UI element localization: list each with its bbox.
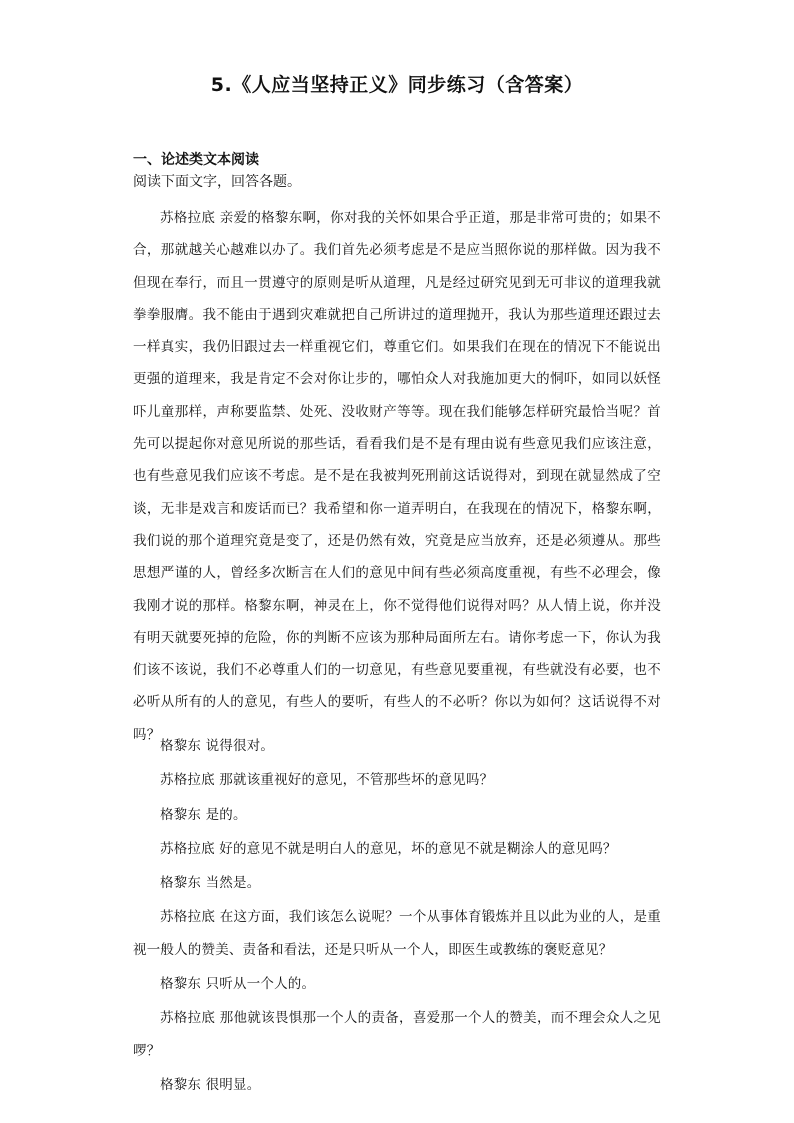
document-title: 5.《人应当坚持正义》同步练习（含答案） <box>210 74 584 96</box>
passage-paragraph: 苏格拉底 亲爱的格黎东啊，你对我的关怀如果合乎正道，那是非常可贵的；如果不合，那就越关心越难以办了。我们首先必须考虑是不是应当照你说的那样做。因为我不但现在奉行，而且一贯遵守的原则是听从道理，凡是经过研究见到无可非议的道理我就拳拳服膺。我不能由于遇到灾难就把自己所讲过的道理抛开，我认为那些道理还跟过去一样真实，我仍旧跟过去一样重视它们，尊重它们。如果我们在现在的情况下不能说出更强的道理来，我是肯定不会对你让步的，哪怕众人对我施加更大的恫吓，如同以妖怪吓儿童那样，声称要监禁、处死、没收财产等等。现在我们能够怎样研究最恰当呢？首先可以提起你对意见所说的那些话，看看我们是不是有理由说有些意见我们应该注意，也有些意见我们应该不考虑。是不是在我被判死刑前这话说得对，到现在就显然成了空谈，无非是戏言和废话而已？我希望和你一道弄明白，在我现在的情况下，格黎东啊，我们说的那个道理究竟是变了，还是仍然有效，究竟是应当放弃，还是必须遵从。那些思想严谨的人，曾经多次断言在人们的意见中间有些必须高度重视，有些不必理会，像我刚才说的那样。格黎东啊，神灵在上，你不觉得他们说得对吗？从人情上说，你并没有明天就要死掉的危险，你的判断不应该为那种局面所左右。请你考虑一下，你认为我们该不该说，我们不必尊重人们的一切意见，有些意见要重视，有些就没有必要，也不必听从所有的人的意见，有些人的要听，有些人的不必听？你以为如何？这话说得不对吗？ <box>133 210 661 743</box>
dialogue-line: 苏格拉底 好的意见不就是明白人的意见，坏的意见不就是糊涂人的意见吗？ <box>160 840 617 857</box>
reading-instruction: 阅读下面文字，回答各题。 <box>133 174 301 190</box>
dialogue-line: 格黎东 当然是。 <box>160 875 261 892</box>
dialogue-line: 苏格拉底 那他就该畏惧那一个人的责备，喜爱那一个人的赞美，而不理会众人之见啰？ <box>133 1010 661 1059</box>
dialogue-line: 苏格拉底 那就该重视好的意见，不管那些坏的意见吗？ <box>160 772 494 789</box>
dialogue-block <box>133 730 661 1103</box>
dialogue-line: 格黎东 很明显。 <box>160 1076 261 1093</box>
dialogue-line: 格黎东 只听从一个人的。 <box>160 976 316 993</box>
dialogue-line: 格黎东 说得很对。 <box>160 738 275 754</box>
dialogue-line: 苏格拉底 在这方面，我们该怎么说呢？一个从事体育锻炼并且以此为业的人，是重视一般人的赞美、责备和看法，还是只听从一个人，即医生或教练的褒贬意见？ <box>133 909 661 958</box>
dialogue-line: 格黎东 是的。 <box>160 806 247 823</box>
section-heading: 一、论述类文本阅读 <box>133 152 259 168</box>
